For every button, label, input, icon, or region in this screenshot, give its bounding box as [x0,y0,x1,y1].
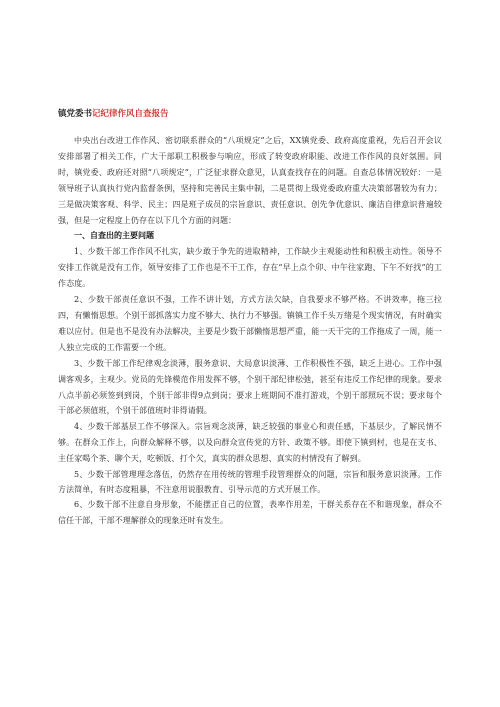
document-title [58,108,442,120]
intro-paragraph: 中央出台改进工作作风、密切联系群众的“八项规定”之后，XX镇党委、政府高度重视，先后召开会议安排部署了相关工作，广大干部职工积极参与响应，形成了转变政府职能、改进工作作风的良好氛围。同时，镇党委、政府还对照“八项规定”，广泛征求群众意见，认真查找存在的问题。自查总体情况较好：一是领导班子认真执行党内监督条例，坚持和完善民主集中制，二是贯彻上级党委政府重大决策部署较为有力；三是做决策客观、科学、民主；四是班子成员的宗旨意识、责任意识、创先争优意识、廉洁自律意识普遍较强，但是一定程度上仍存在以下几个方面的问题： [58,136,442,225]
problem-item-5: 5、少数干部管理理念落伍，仍然存在用传统的管理手段管理群众的问题，宗旨和服务意识淡薄。工作方法简单，有时态度粗暴，不注意用说服教育、引导示范的方式开展工作。 [58,470,442,495]
section-heading: 一、自查出的主要问题 [74,230,154,241]
document-page [58,108,442,529]
title-prefix: 镇党委书 [58,109,93,119]
problem-item-1: 1、少数干部工作作风不扎实，缺少敢于争先的进取精神，工作缺少主观能动性和积极主动性。领导不安排工作就是没有工作，领导安排了工作也是不干工作，存在“早上点个卯、中午往家跑、下午不好找”的工作态度。 [58,247,442,289]
problem-item-3: 3、少数干部工作纪律观念淡薄，服务意识、大局意识淡薄、工作积极性不强，缺乏上进心。工作中强调客观多，主观少。党员的先锋模范作用发挥不够，个别干部纪律松弛，甚至有违反工作纪律的现象。要求八点半前必须签到到岗，个别干部非得9点到岗；要求上班期间不准打游戏，个别干部照玩不误；要求每个干部必须值班，个别干部值班时非得请假。 [58,358,442,416]
problem-item-6: 6、少数干部不注意自身形象，不能摆正自己的位置，表率作用差，干群关系存在不和谐现象，群众不信任干部，干部不理解群众的现象还时有发生。 [58,500,442,525]
problem-item-2: 2、少数干部责任意识不强，工作不讲计划，方式方法欠缺，自我要求不够严格。不讲效率，拖三拉四，有懒惰思想。个别干部抓落实力度不够大、执行力不够强。镇镇工作千头万绪是个现实情况，有时确实难以应付。但是也不是没有办法解决，主要是少数干部懒惰思想严重，能一天干完的工作拖成了一周，能一人独立完成的工作需要一个班。 [58,295,442,352]
title-highlight: 记纪律作风自查报告 [92,109,169,119]
problem-item-4: 4、少数干部基层工作不够深入。宗旨观念淡薄，缺乏较强的事业心和责任感，下基层少，了解民情不够。在群众工作上，向群众解释不够，以及向群众宣传党的方针、政策不够。即使下镇到村，也是在支书、主任家喝个茶、聊个天，吃顿饭、打个欠，真实的群众思想、真实的村情没有了解到。 [58,422,442,464]
